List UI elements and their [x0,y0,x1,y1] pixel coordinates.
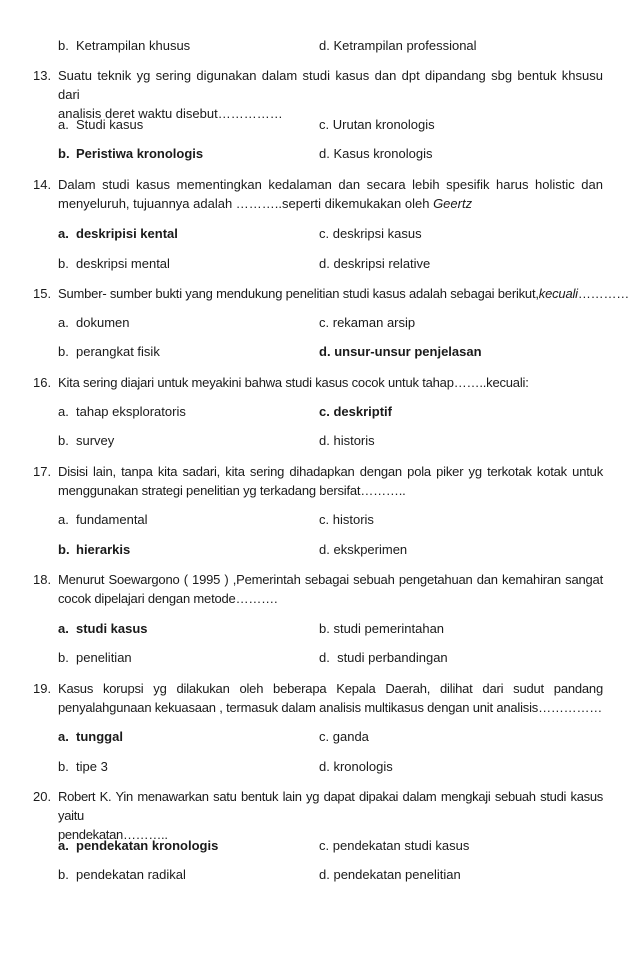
option-text: Studi kasus [76,117,144,132]
option-text: pendekatan kronologis [76,838,219,853]
option-letter: d. [319,344,331,359]
option-letter: c. [319,512,330,527]
option-letter: a. [58,621,69,636]
option-letter: b. [319,621,330,636]
option-text: historis [333,433,375,448]
question-text-line1: Menurut Soewargono ( 1995 ) ,Pemerintah sebagai sebuah pengetahuan dan kemahiran sangat [58,572,603,587]
question-text-line1: Robert K. Yin menawarkan satu bentuk lain yg dapat dipakai dalam mengkaji sebuah studi kasus yaitu [58,789,603,823]
option-letter: b. [58,433,69,448]
option-text: kronologis [333,759,393,774]
option-letter: d. [319,146,330,161]
option-text: ganda [332,729,369,744]
option-d [319,541,407,559]
question-20 [33,787,603,844]
option-b [58,432,114,450]
option-letter: b. [58,256,69,271]
option-text: deskriptif [333,404,392,419]
question-number: 15. [33,286,52,301]
question-text-line2-main: menyeluruh, tujuannya adalah ………..seperti dikemukakan oleh [58,196,430,211]
option-c [319,728,369,746]
option-b-answer [58,145,203,163]
option-c [319,511,374,529]
option-letter: b. [58,38,69,53]
question-text-tail: ………… [577,286,630,301]
option-letter: b. [58,146,70,161]
question-16 [33,373,603,392]
option-c-answer [319,403,392,421]
option-b [58,255,170,273]
option-a [58,403,186,421]
option-letter: a. [58,838,69,853]
option-letter: a. [58,315,69,330]
question-text-line2: cocok dipelajari dengan metode………. [58,591,278,606]
option-text: Ketrampilan professional [333,38,477,53]
option-letter: d. [319,38,330,53]
option-letter: c. [319,117,330,132]
option-text: perangkat fisik [76,344,160,359]
option-text: ekskperimen [333,542,408,557]
option-text: studi pemerintahan [333,621,445,636]
option-letter: c. [319,404,330,419]
option-text: tunggal [76,729,123,744]
question-text-italic: Geertz [433,196,473,211]
option-text: unsur-unsur penjelasan [334,344,482,359]
option-letter: a. [58,226,69,241]
option-a-answer [58,728,123,746]
option-text: fundamental [76,512,148,527]
question-text-line2: analisis deret waktu disebut…………… [58,106,283,121]
option-letter: c. [319,226,330,241]
option-letter: a. [58,404,69,419]
option-letter: b. [58,344,69,359]
question-text-line1: Dalam studi kasus mementingkan kedalaman dan secara lebih spesifik harus holistic dan [58,177,603,192]
option-d [319,866,461,884]
option-a-answer [58,837,218,855]
option-letter: d. [319,650,330,665]
option-letter: a. [58,512,69,527]
question-text-line1: Kita sering diajari untuk meyakini bahwa studi kasus cocok untuk tahap……..kecuali: [58,375,529,390]
option-letter: c. [319,315,330,330]
option-text: deskripsi mental [76,256,170,271]
question-text-line1: Suatu teknik yg sering digunakan dalam studi kasus dan dpt dipandang sbg bentuk khsusu dari [58,68,603,102]
option-letter: d. [319,867,330,882]
question-text-line2: menggunakan strategi penelitian yg terkadang bersifat……….. [58,483,406,498]
question-text-line2: pendekatan……….. [58,827,168,842]
option-letter: b. [58,867,69,882]
question-18 [33,570,603,608]
option-letter: b. [58,542,70,557]
question-text-line1: Disisi lain, tanpa kita sadari, kita sering dihadapkan dengan pola piker yg terkotak kotak untuk [58,464,603,479]
option-c [319,225,422,243]
option-text: hierarkis [76,542,131,557]
option-b-prev [58,37,190,55]
option-b-answer [58,541,130,559]
option-b-right [319,620,444,638]
option-text: studi perbandingan [329,650,448,665]
option-b [58,758,108,776]
question-17 [33,462,603,500]
option-text: historis [332,512,374,527]
question-number: 14. [33,177,52,192]
option-text: survey [76,433,115,448]
option-letter: d. [319,433,330,448]
question-number: 17. [33,464,52,479]
option-text: deskripsi relative [333,256,431,271]
option-text: dokumen [76,315,130,330]
option-text: rekaman arsip [332,315,416,330]
option-letter: b. [58,650,69,665]
question-text-line2 [58,194,603,213]
option-text: deskripsi kasus [332,226,422,241]
option-text: tipe 3 [76,759,108,774]
option-letter: d. [319,759,330,774]
option-letter: c. [319,729,330,744]
question-number: 18. [33,572,52,587]
question-number: 13. [33,68,52,83]
option-c [319,837,469,855]
question-15 [33,284,630,303]
question-14 [33,175,603,213]
option-c [319,314,415,332]
question-13 [33,66,603,123]
option-d [319,255,430,273]
option-letter: c. [319,838,330,853]
option-d [319,432,375,450]
option-letter: d. [319,256,330,271]
option-b [58,343,160,361]
question-number: 19. [33,681,52,696]
option-d [319,145,432,163]
question-text-line1: Kasus korupsi yg dilakukan oleh beberapa Kepala Daerah, dilihat dari sudut pandang [58,681,603,696]
option-text: pendekatan radikal [76,867,186,882]
option-text: tahap eksploratoris [76,404,186,419]
option-text: pendekatan penelitian [333,867,461,882]
option-b [58,649,132,667]
option-a-answer [58,620,148,638]
option-text: Urutan kronologis [332,117,435,132]
question-text-line2: penyalahgunaan kekuasaan , termasuk dalam analisis multikasus dengan unit analisis…………… [58,700,603,715]
option-d-prev [319,37,477,55]
question-number: 20. [33,789,52,804]
option-d [319,649,448,667]
option-b [58,866,186,884]
option-a-answer [58,225,178,243]
option-text: studi kasus [76,621,148,636]
option-text: Ketrampilan khusus [76,38,191,53]
option-text: penelitian [76,650,132,665]
option-c [319,116,435,134]
question-text-line1: Sumber- sumber bukti yang mendukung penelitian studi kasus adalah sebagai berikut, [58,286,539,301]
option-d [319,758,393,776]
option-a [58,511,148,529]
question-number: 16. [33,375,52,390]
option-letter: b. [58,759,69,774]
option-a [58,314,129,332]
option-a [58,116,143,134]
option-text: Kasus kronologis [333,146,433,161]
option-letter: a. [58,729,69,744]
option-text: Peristiwa kronologis [76,146,204,161]
option-d-answer [319,343,482,361]
question-19 [33,679,603,717]
question-text-italic: kecuali [538,286,578,301]
option-letter: d. [319,542,330,557]
option-letter: a. [58,117,69,132]
option-text: deskripisi kental [76,226,178,241]
option-text: pendekatan studi kasus [332,838,470,853]
